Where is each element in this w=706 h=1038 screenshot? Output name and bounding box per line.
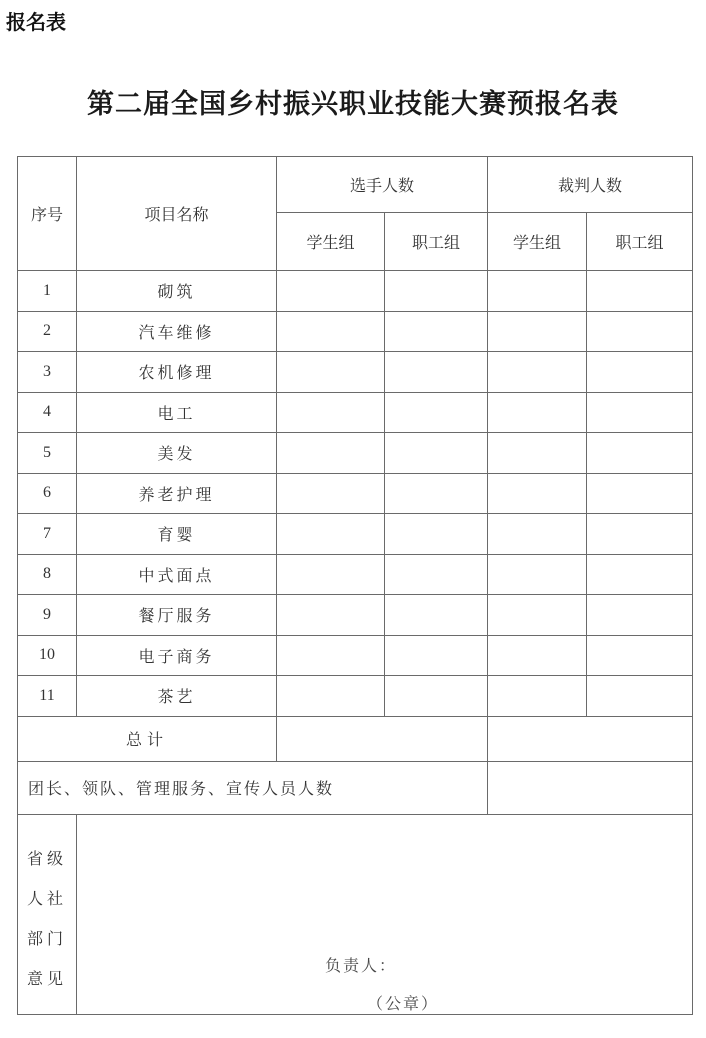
table-row [18,392,693,433]
project-name: 电工 [77,392,277,433]
page-label: 报名表 [6,10,66,34]
staff-count-label: 团长、领队、管理服务、宣传人员人数 [18,761,488,814]
contestant-worker-cell[interactable] [385,554,488,595]
table-row [18,635,693,676]
table-row [18,433,693,474]
serial-number: 9 [18,595,77,636]
table-row [18,514,693,555]
opinion-label-line: 人社 [26,888,67,908]
contestant-student-cell[interactable] [277,433,385,474]
contestant-student-cell[interactable] [277,514,385,555]
referee-student-cell[interactable] [488,352,587,393]
contestant-student-cell[interactable] [277,595,385,636]
contestant-worker-cell[interactable] [385,271,488,312]
contestant-worker-cell[interactable] [385,352,488,393]
project-name: 农机修理 [77,352,277,393]
table-row [18,352,693,393]
referee-worker-cell[interactable] [587,271,693,312]
contestant-student-cell[interactable] [277,392,385,433]
contestant-worker-cell[interactable] [385,311,488,352]
referee-worker-cell[interactable] [587,311,693,352]
opinion-area[interactable] [77,814,693,1014]
serial-number: 10 [18,635,77,676]
total-label: 总计 [18,716,277,761]
contestant-student-cell[interactable] [277,635,385,676]
project-name: 砌筑 [77,271,277,312]
opinion-label-line: 省级 [26,848,67,868]
serial-number: 2 [18,311,77,352]
referee-student-cell[interactable] [488,635,587,676]
responsible-person-label: 负责人： [325,955,398,975]
document-title: 第二届全国乡村振兴职业技能大赛预报名表 [87,89,619,120]
project-name: 茶艺 [77,676,277,717]
contestant-student-cell[interactable] [277,271,385,312]
contestant-student-cell[interactable] [277,352,385,393]
referee-student-cell[interactable] [488,554,587,595]
referee-student-cell[interactable] [488,311,587,352]
project-name: 养老护理 [77,473,277,514]
referee-worker-cell[interactable] [587,676,693,717]
contestant-worker-cell[interactable] [385,676,488,717]
project-name: 育婴 [77,514,277,555]
project-rows [18,271,693,717]
serial-number: 4 [18,392,77,433]
header-contestant-student-group: 学生组 [277,213,385,271]
project-name: 电子商务 [77,635,277,676]
contestant-worker-cell[interactable] [385,635,488,676]
contestant-worker-cell[interactable] [385,433,488,474]
serial-number: 11 [18,676,77,717]
serial-number: 7 [18,514,77,555]
serial-number: 1 [18,271,77,312]
project-name: 美发 [77,433,277,474]
contestant-worker-cell[interactable] [385,514,488,555]
header-serial: 序号 [18,157,77,271]
referee-student-cell[interactable] [488,271,587,312]
contestant-student-cell[interactable] [277,473,385,514]
table-row [18,271,693,312]
contestant-worker-cell[interactable] [385,473,488,514]
contestant-worker-cell[interactable] [385,392,488,433]
contestant-student-cell[interactable] [277,676,385,717]
referee-worker-cell[interactable] [587,554,693,595]
referee-student-cell[interactable] [488,595,587,636]
referee-worker-cell[interactable] [587,473,693,514]
staff-count-cell[interactable] [488,761,693,814]
referee-worker-cell[interactable] [587,352,693,393]
referee-student-cell[interactable] [488,676,587,717]
referee-student-cell[interactable] [488,433,587,474]
header-referee-worker-group: 职工组 [587,213,693,271]
serial-number: 5 [18,433,77,474]
table-row [18,311,693,352]
table-row [18,473,693,514]
table-row [18,554,693,595]
contestant-student-cell[interactable] [277,311,385,352]
referee-worker-cell[interactable] [587,514,693,555]
registration-table [17,156,693,1015]
referee-worker-cell[interactable] [587,433,693,474]
contestant-student-cell[interactable] [277,554,385,595]
contestant-worker-cell[interactable] [385,595,488,636]
project-name: 餐厅服务 [77,595,277,636]
header-contestants: 选手人数 [277,157,488,213]
header-project-name: 项目名称 [77,157,277,271]
opinion-label-line: 部门 [26,928,67,948]
project-name: 中式面点 [77,554,277,595]
referee-worker-cell[interactable] [587,392,693,433]
opinion-label-line: 意见 [26,968,67,988]
referee-student-cell[interactable] [488,514,587,555]
header-contestant-worker-group: 职工组 [385,213,488,271]
table-row [18,595,693,636]
total-contestants-cell[interactable] [277,716,488,761]
referee-student-cell[interactable] [488,473,587,514]
referee-student-cell[interactable] [488,392,587,433]
header-referee-student-group: 学生组 [488,213,587,271]
referee-worker-cell[interactable] [587,635,693,676]
referee-worker-cell[interactable] [587,595,693,636]
project-name: 汽车维修 [77,311,277,352]
serial-number: 6 [18,473,77,514]
serial-number: 8 [18,554,77,595]
header-referees: 裁判人数 [488,157,693,213]
opinion-label [18,814,77,1014]
total-referees-cell[interactable] [488,716,693,761]
serial-number: 3 [18,352,77,393]
table-row [18,676,693,717]
official-seal-label: （公章） [367,993,440,1013]
